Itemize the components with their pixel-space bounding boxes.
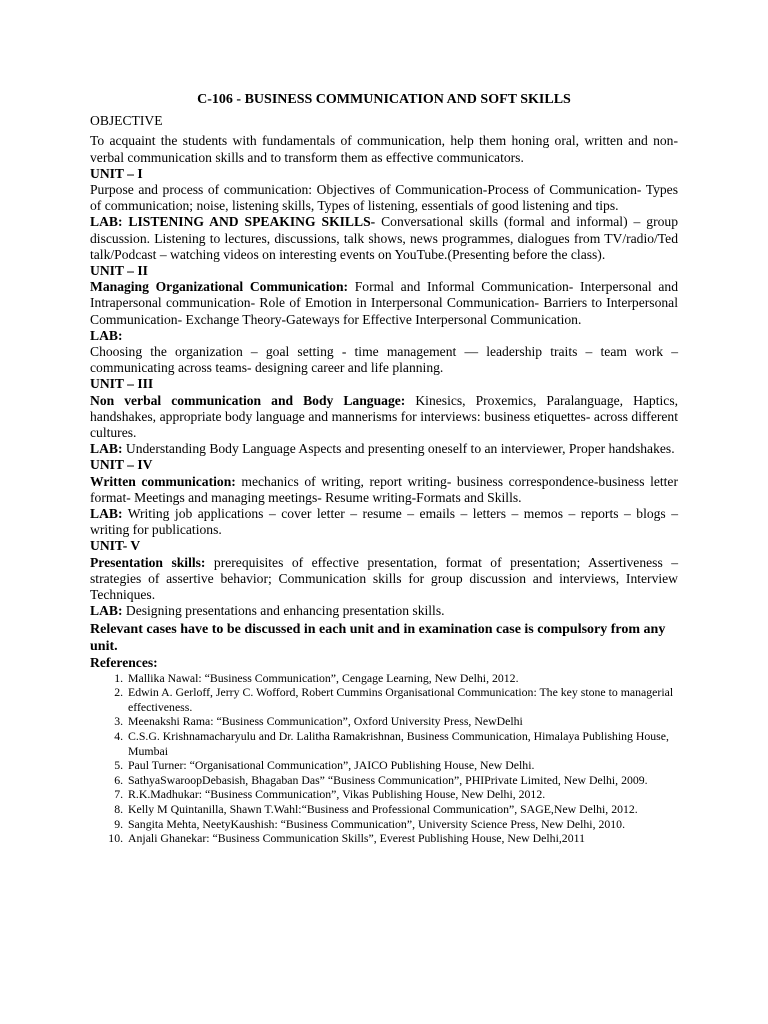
unit-5-lab-text: Designing presentations and enhancing presentation skills.	[122, 603, 445, 619]
unit-3-lead: Non verbal communication and Body Language:	[90, 392, 406, 408]
reference-item: 8. Kelly M Quintanilla, Shawn T.Wahl:“Business and Professional Communication”, SAGE,New Delhi, 2012.	[126, 802, 678, 817]
unit-2-lab-label: LAB:	[90, 327, 123, 343]
unit-1-lab-text: Conversational skills (formal and informal) – group discussion. Listening to lectures, discussions, talk shows, news programmes, dialogues from TV/radio/Ted talk/Podcast – watching videos on interesting events on YouTube.(Presenting before the class).	[90, 214, 679, 262]
objective-heading: OBJECTIVE	[90, 113, 163, 129]
unit-1-lab-label: LAB: LISTENING AND SPEAKING SKILLS-	[90, 214, 376, 230]
unit-2-lab-text: Choosing the organization – goal setting - time management — leadership traits – team work – communicating across teams- designing career and life planning.	[90, 344, 678, 376]
unit-4-lab	[90, 506, 678, 538]
unit-4-heading: UNIT – IV	[90, 457, 153, 473]
unit-5-lead: Presentation skills:	[90, 554, 206, 570]
unit-4-lab-text: Writing job applications – cover letter – resume – emails – letters – memos – reports – blogs – writing for publications.	[90, 506, 678, 538]
unit-3-lab	[90, 441, 678, 457]
document-body	[90, 92, 678, 846]
unit-3-content	[90, 393, 678, 442]
unit-5-content	[90, 555, 678, 604]
references-list	[90, 671, 678, 846]
reference-item: 6. SathyaSwaroopDebasish, Bhagaban Das” “Business Communication”, PHIPrivate Limited, New Delhi, 2009.	[126, 773, 678, 788]
unit-2-content	[90, 279, 678, 328]
unit-4-text: mechanics of writing, report writing- business correspondence-business letter format- Meetings and managing meetings- Resume writing-Formats and Skills.	[90, 473, 678, 505]
unit-3-lab-text: Understanding Body Language Aspects and presenting oneself to an interviewer, Proper handshakes.	[122, 441, 675, 457]
references-heading: References:	[90, 654, 158, 670]
reference-item: 1. Mallika Nawal: “Business Communication”, Cengage Learning, New Delhi, 2012.	[126, 671, 678, 686]
unit-2-heading: UNIT – II	[90, 263, 148, 279]
reference-item: 9. Sangita Mehta, NeetyKaushish: “Business Communication”, University Science Press, New Delhi, 2010.	[126, 817, 678, 832]
unit-3-heading: UNIT – III	[90, 376, 154, 392]
unit-5-lab-label: LAB:	[90, 603, 123, 619]
unit-5-heading: UNIT- V	[90, 538, 141, 554]
unit-2-lead: Managing Organizational Communication:	[90, 279, 349, 295]
reference-item: 2. Edwin A. Gerloff, Jerry C. Wofford, Robert Cummins Organisational Communication: The key stone to managerial effectiveness.	[126, 685, 678, 714]
objective-text: To acquaint the students with fundamentals of communication, help them honing oral, written and non-verbal communication skills and to transform them as effective communicators.	[90, 133, 678, 165]
unit-1-heading: UNIT – I	[90, 165, 143, 181]
unit-2-text: Formal and Informal Communication- Interpersonal and Intrapersonal communication- Role of Emotion in Interpersonal Communication- Barriers to Interpersonal Communication- Exchange Theory-Gateways for Effective Interpersonal Communication.	[90, 279, 678, 327]
unit-5-text: prerequisites of effective presentation, format of presentation; Assertiveness – strategies of assertive behavior; Communication skills for group discussion and interviews, Interview Techniques.	[90, 554, 679, 603]
unit-1-lab	[90, 214, 678, 263]
unit-1-content: Purpose and process of communication: Objectives of Communication-Process of Communication- Types of communication; noise, listening skills, Types of listening, essentials of good listening and tips.	[90, 182, 678, 214]
reference-item: 3. Meenakshi Rama: “Business Communication”, Oxford University Press, NewDelhi	[126, 714, 678, 729]
unit-4-lead: Written communication:	[90, 473, 236, 489]
unit-5-lab	[90, 603, 678, 619]
unit-4-lab-label: LAB:	[90, 506, 123, 522]
reference-item: 10. Anjali Ghanekar: “Business Communication Skills”, Everest Publishing House, New Delhi,2011	[126, 831, 678, 846]
unit-3-lab-label: LAB:	[90, 441, 123, 457]
reference-item: 4. C.S.G. Krishnamacharyulu and Dr. Lalitha Ramakrishnan, Business Communication, Himalaya Publishing House, Mumbai	[126, 729, 678, 758]
course-title: C-106 - BUSINESS COMMUNICATION AND SOFT SKILLS	[197, 92, 571, 107]
unit-4-content	[90, 474, 678, 506]
reference-item: 7. R.K.Madhukar: “Business Communication”, Vikas Publishing House, New Delhi, 2012.	[126, 787, 678, 802]
unit-3-text: Kinesics, Proxemics, Paralanguage, Haptics, handshakes, appropriate body language and mannerisms for interviews: business etiquettes- across different cultures.	[90, 392, 679, 441]
case-study-note: Relevant cases have to be discussed in each unit and in examination case is compulsory from any unit.	[90, 621, 666, 654]
reference-item: 5. Paul Turner: “Organisational Communication”, JAICO Publishing House, New Delhi.	[126, 758, 678, 773]
